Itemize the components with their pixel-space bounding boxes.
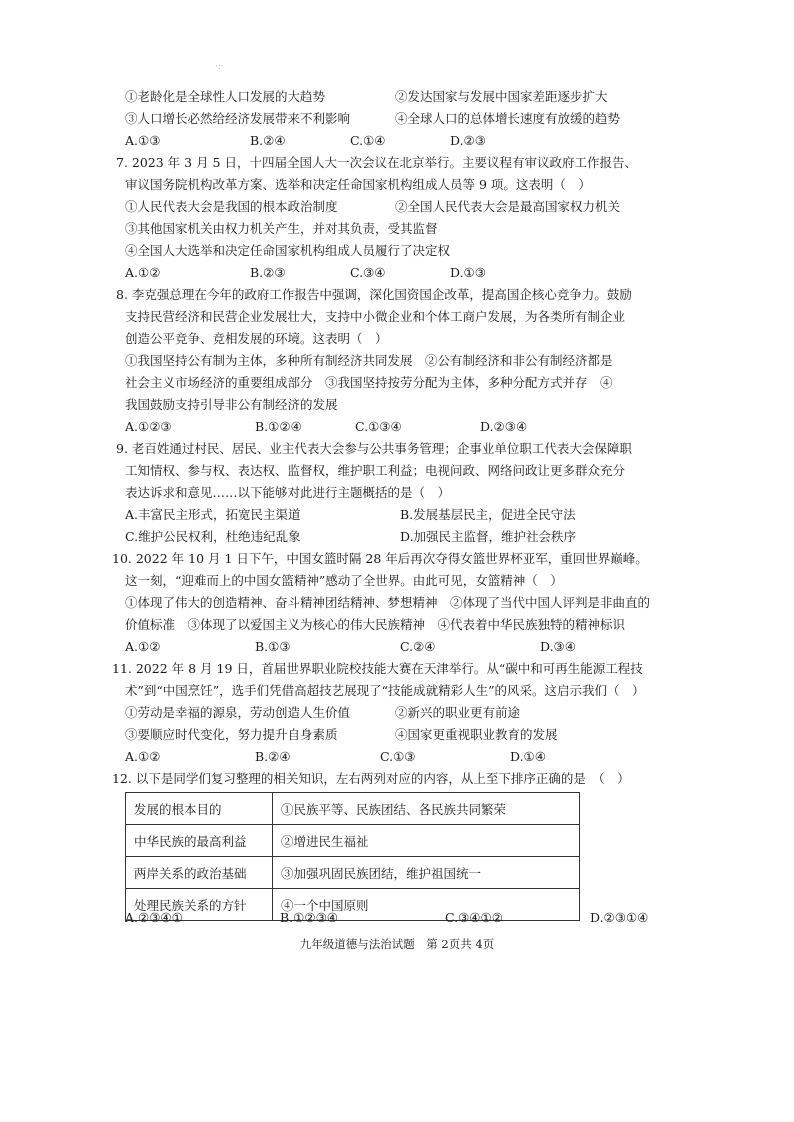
- q12-answer-choices: [125, 910, 685, 925]
- option: ④全球人口的总体增长速度有放缓的趋势: [395, 111, 621, 126]
- option: ④全国人大选举和决定任命国家机构组成人员履行了决定权: [125, 243, 451, 258]
- q11-stem: 11. 2022 年 8 月 19 日，首届世界职业院校技能大赛在天津举行。从“碳中和可再生能源工程技: [112, 661, 643, 676]
- top-options-row-2: [125, 108, 685, 130]
- table-cell: ②增进民生福祉: [273, 825, 580, 857]
- option: ③要顺应时代变化，努力提升自身素质: [125, 727, 338, 742]
- option: ④国家更重视职业教育的发展: [395, 727, 558, 742]
- choice-c[interactable]: C.②④: [400, 639, 436, 654]
- q8-options: ①我国坚持公有制为主体，多种所有制经济共同发展 ②公有制经济和非公有制经济都是: [125, 353, 613, 368]
- option: ①人民代表大会是我国的根本政治制度: [125, 199, 338, 214]
- table-cell: ①民族平等、民族团结、各民族共同繁荣: [273, 793, 580, 825]
- table-row: [126, 793, 580, 825]
- q8-stem: 8. 李克强总理在今年的政府工作报告中强调，深化国资国企改革，提高国企核心竞争力。鼓励: [116, 287, 632, 302]
- choice-a[interactable]: A.①②③: [125, 419, 172, 434]
- q8-options: 我国鼓励支持引导非公有制经济的发展: [125, 397, 338, 412]
- option: ①老龄化是全球性人口发展的大趋势: [125, 89, 326, 104]
- choice-d[interactable]: D.②③①④: [590, 910, 649, 925]
- top-options-row-1: [125, 86, 685, 108]
- choice-b[interactable]: B.②③: [250, 265, 286, 280]
- choice-a[interactable]: A.①②: [125, 639, 161, 654]
- option: ②全国人民代表大会是最高国家权力机关: [395, 199, 621, 214]
- option: [125, 196, 685, 218]
- table-cell: ③加强巩固民族团结，维护祖国统一: [273, 857, 580, 889]
- choice-c[interactable]: C.①④: [350, 133, 386, 148]
- answer-choices: [125, 636, 685, 658]
- table-cell: 中华民族的最高利益: [126, 825, 273, 857]
- q8-options: 社会主义市场经济的重要组成部分 ③我国坚持按劳分配为主体，多种分配方式并存 ④: [125, 375, 613, 390]
- table-cell: ④一个中国原则: [273, 889, 580, 921]
- q9-stem: 工知情权、参与权、表达权、监督权，维护职工利益；电视问政、网络问政让更多群众充分: [125, 463, 626, 478]
- choice-c[interactable]: C.③④: [350, 265, 386, 280]
- choice-c[interactable]: C.③④①②: [445, 910, 503, 925]
- q7-stem: 7. 2023 年 3 月 5 日，十四届全国人大一次会议在北京举行。主要议程有审议政府工作报告、: [116, 155, 637, 170]
- q10-stem: 这一刻，“迎难而上的中国女篮精神”感动了全世界。由此可见，女篮精神（ ）: [125, 573, 563, 588]
- q9-stem: 9. 老百姓通过村民、居民、业主代表大会参与公共事务管理；企事业单位职工代表大会保障职: [116, 441, 632, 456]
- scan-mark: ·:·: [215, 62, 224, 72]
- answer-choices: [125, 130, 685, 152]
- choice-a[interactable]: A.①③: [125, 133, 161, 148]
- knowledge-table: [125, 792, 580, 921]
- table-cell: 两岸关系的政治基础: [126, 857, 273, 889]
- option: ②发达国家与发展中国家差距逐步扩大: [395, 89, 608, 104]
- q8-stem: 支持民营经济和民营企业发展壮大，支持中小微企业和个体工商户发展，为各类所有制企业: [125, 309, 626, 324]
- q10-stem: 10. 2022 年 10 月 1 日下午，中国女篮时隔 28 年后再次夺得女篮世界杯亚军，重回世界巅峰。: [112, 551, 648, 566]
- choice-b[interactable]: B.②④: [255, 749, 291, 764]
- answer-choices: [125, 746, 685, 768]
- q11-options-row-2: [125, 724, 685, 746]
- answer-choices: [125, 504, 685, 526]
- choice-b[interactable]: B.发展基层民主，促进全民守法: [400, 507, 576, 522]
- q12-stem: 12. 以下是同学们复习整理的相关知识，左右两列对应的内容，从上至下排序正确的是 （ ）: [112, 771, 630, 786]
- option: ③人口增长必然给经济发展带来不利影响: [125, 111, 351, 126]
- q11-options-row-1: [125, 702, 685, 724]
- choice-c[interactable]: C.①③: [380, 749, 416, 764]
- choice-d[interactable]: D.③④: [540, 639, 576, 654]
- choice-a[interactable]: A.②③④①: [125, 910, 183, 925]
- q10-options: ①体现了伟大的创造精神、奋斗精神团结精神、梦想精神 ②体现了当代中国人评判是非曲直的: [125, 595, 651, 610]
- choice-d[interactable]: D.②③: [450, 133, 486, 148]
- choice-c[interactable]: C.①③④: [355, 419, 402, 434]
- questions: [112, 86, 685, 921]
- table-row: [126, 825, 580, 857]
- choice-c[interactable]: C.维护公民权利，杜绝违纪乱象: [125, 529, 301, 544]
- choice-b[interactable]: B.②④: [250, 133, 286, 148]
- table-cell: 发展的根本目的: [126, 793, 273, 825]
- table-cell: 处理民族关系的方针: [126, 889, 273, 921]
- choice-d[interactable]: D.②③④: [480, 419, 528, 434]
- choice-d[interactable]: D.①③: [450, 265, 486, 280]
- table-row: [126, 857, 580, 889]
- option: ①劳动是幸福的源泉，劳动创造人生价值: [125, 705, 351, 720]
- choice-a[interactable]: A.①②: [125, 749, 161, 764]
- choice-b[interactable]: B.①②③④: [280, 910, 338, 925]
- option: ③其他国家机关由权力机关产生，并对其负责，受其监督: [125, 221, 438, 236]
- choice-d[interactable]: D.①④: [510, 749, 546, 764]
- choice-b[interactable]: B.①②④: [255, 419, 302, 434]
- choice-a[interactable]: A.丰富民主形式，拓宽民主渠道: [125, 507, 301, 522]
- answer-choices: [125, 526, 685, 548]
- answer-choices: [125, 416, 685, 438]
- choice-b[interactable]: B.①③: [255, 639, 291, 654]
- choice-a[interactable]: A.①②: [125, 265, 161, 280]
- option: ②新兴的职业更有前途: [395, 705, 521, 720]
- q9-stem: 表达诉求和意见……以下能够对此进行主题概括的是（ ）: [125, 485, 451, 500]
- page-footer: 九年级道德与法治试题 第 2页共 4页: [299, 937, 495, 951]
- answer-choices: [125, 262, 685, 284]
- q10-options: 价值标准 ③体现了以爱国主义为核心的伟大民族精神 ④代表着中华民族独特的精神标识: [125, 617, 626, 632]
- q11-stem: 术”到“中国烹饪”，选手们凭借高超技艺展现了“技能成就精彩人生”的风采。这启示我们（ ）: [125, 683, 645, 698]
- q8-stem: 创造公平竞争、竞相发展的环境。这表明（ ）: [125, 331, 388, 346]
- choice-d[interactable]: D.加强民主监督，维护社会秩序: [400, 529, 577, 544]
- q7-stem: 审议国务院机构改革方案、选举和决定任命国家机构组成人员等 9 项。这表明（ ）: [125, 177, 591, 192]
